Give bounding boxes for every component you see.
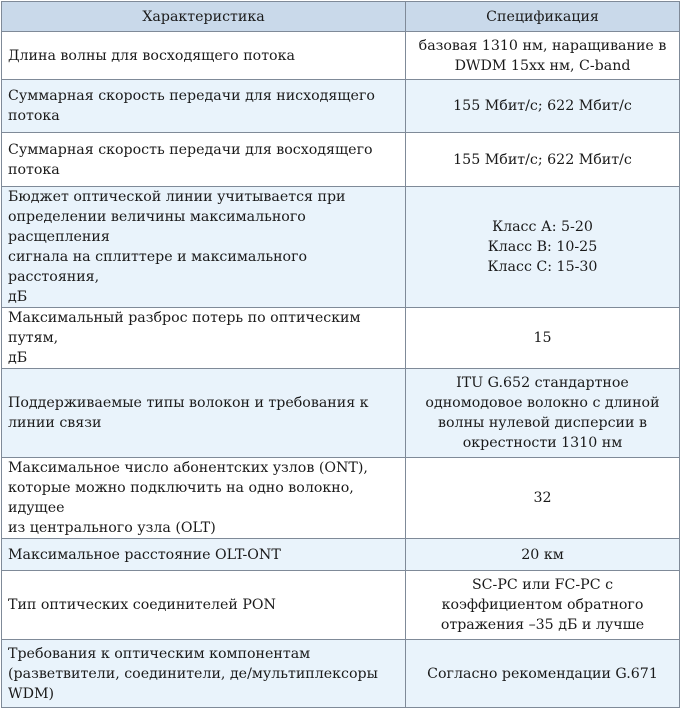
- specification-text: SC-PC или FC-PC с коэффициентом обратного отражения –35 дБ и лучше: [440, 577, 645, 633]
- table-row: [2, 187, 680, 308]
- characteristic-text: Максимальное расстояние OLT-ONT: [8, 546, 281, 563]
- characteristic-cell: [2, 539, 406, 571]
- specification-cell: [406, 80, 680, 133]
- characteristic-text: Суммарная скорость передачи для восходящего потока: [8, 141, 373, 178]
- characteristic-text: Максимальный разброс потерь по оптическим путям, дБ: [8, 310, 361, 366]
- specification-text: Согласно рекомендации G.671: [427, 665, 658, 682]
- header-row: [2, 2, 680, 32]
- table-row: [2, 369, 680, 458]
- characteristic-cell: [2, 133, 406, 187]
- specification-cell: [406, 187, 680, 308]
- characteristic-text: Длина волны для восходящего потока: [8, 47, 295, 64]
- specification-cell: [406, 571, 680, 640]
- table-body: [2, 32, 680, 708]
- table-row: [2, 308, 680, 369]
- specification-cell: [406, 369, 680, 458]
- specification-text: ITU G.652 стандартное одномодовое волокно с длиной волны нулевой дисперсии в окрестности 1310 нм: [425, 375, 660, 451]
- specification-text: Класс А: 5-20 Класс В: 10-25 Класс С: 15-30: [487, 219, 598, 275]
- characteristic-text: Максимальное число абонентских узлов (ONT), которые можно подключить на одно волокно, идущее из центрального узла (OLT): [8, 460, 368, 536]
- table-row: [2, 32, 680, 80]
- header-characteristic: Характеристика: [2, 2, 406, 32]
- table-row: [2, 80, 680, 133]
- characteristic-text: Бюджет оптической линии учитывается при определении величины максимального расщепления сигнала на сплиттере и максимального расстояния, дБ: [8, 189, 346, 305]
- specification-text: 15: [533, 330, 552, 346]
- characteristic-cell: [2, 32, 406, 80]
- characteristic-cell: [2, 308, 406, 369]
- table-row: [2, 133, 680, 187]
- characteristic-text: Суммарная скорость передачи для нисходящего потока: [8, 88, 375, 124]
- specification-text: базовая 1310 нм, наращивание в DWDM 15хх нм, C-band: [418, 37, 667, 74]
- characteristic-cell: [2, 458, 406, 539]
- specification-text: 20 км: [521, 546, 564, 563]
- table-row: [2, 458, 680, 539]
- specification-cell: [406, 32, 680, 80]
- specification-text: 155 Мбит/с; 622 Мбит/с: [453, 98, 632, 114]
- specification-cell: [406, 640, 680, 708]
- specification-text: 155 Мбит/с; 622 Мбит/с: [453, 151, 632, 168]
- specification-table: [1, 1, 680, 708]
- specification-cell: [406, 133, 680, 187]
- characteristic-text: Поддерживаемые типы волокон и требования к линии связи: [8, 395, 369, 431]
- specification-cell: [406, 308, 680, 369]
- specification-cell: [406, 458, 680, 539]
- table-header: [2, 2, 680, 32]
- characteristic-cell: [2, 369, 406, 458]
- specification-text: 32: [533, 490, 552, 506]
- characteristic-cell: [2, 80, 406, 133]
- characteristic-cell: [2, 571, 406, 640]
- table-row: [2, 539, 680, 571]
- table-row: [2, 640, 680, 708]
- specification-cell: [406, 539, 680, 571]
- characteristic-text: Тип оптических соединителей PON: [8, 597, 276, 613]
- table-row: [2, 571, 680, 640]
- characteristic-text: Требования к оптическим компонентам (разветвители, соединители, де/мультиплексоры WDM): [8, 645, 378, 702]
- characteristic-cell: [2, 187, 406, 308]
- header-specification: Спецификация: [406, 2, 680, 32]
- characteristic-cell: [2, 640, 406, 708]
